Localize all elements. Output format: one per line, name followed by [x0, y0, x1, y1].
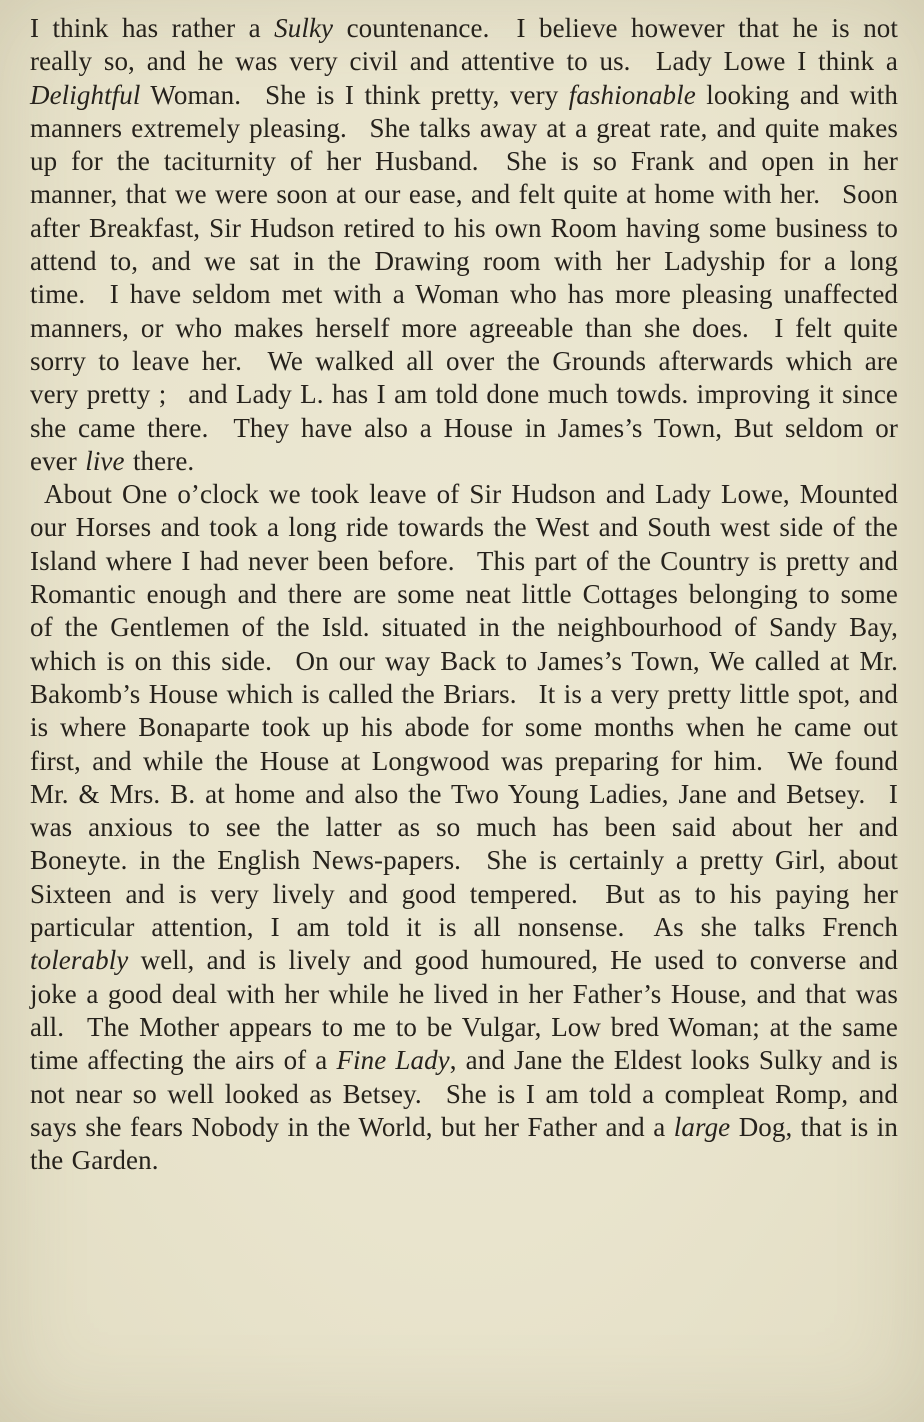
body-text: Woman. She is I think pretty, very — [140, 79, 569, 110]
body-text: looking and with manners extremely pleasing. She talks away at a great rate, and quite makes up for the taciturnity of her Husband. She is so Frank and open in her manner, that we were soon at our ease, and felt quite at home with her. Soon after Breakfast, Sir Hudson retired to his own Room having some business to attend to, and we sat in the Drawing room with her Ladyship for a long time. I have seldom met with a Woman who has more pleasing unaffected manners, or who makes herself more agreeable than she does. I felt quite sorry to leave her. We walked all over the Grounds afterwards which are very pretty ; and Lady L. has I am told done much towds. improving it since she came there. They have also a House in James’s Town, But seldom or ever — [30, 79, 898, 476]
paragraph-1 — [30, 12, 898, 478]
body-text: , and Jane the Eldest looks Sulky and is not near so well looked as Betsey. She is I am told a compleat Romp, and says she fears Nobody in the World, but her Father and a — [30, 1045, 898, 1142]
italic-text: Delightful — [30, 79, 141, 110]
body-text: countenance. I believe however that he is not really so, and he was very civil and attentive to us. Lady Lowe I think a — [30, 13, 898, 77]
italic-text: live — [85, 445, 125, 476]
body-text: I think has rather a — [30, 13, 275, 43]
body-text: there. — [124, 445, 195, 476]
body-text: About One o’clock we took leave of Sir Hudson and Lady Lowe, Mounted our Horses and took a long ride towards the West and South west side of the Island where I had never been before. This part of the Country is pretty and Romantic enough and there are some neat little Cottages belonging to some of the Gentlemen of the Isld. situated in the neighbourhood of Sandy Bay, which is on this side. On our way Back to James’s Town, We called at Mr. Bakomb’s House which is called the Briars. It is a very pretty little spot, and is where Bonaparte took up his abode for some months when he came out first, and while the House at Longwood was preparing for him. We found Mr. & Mrs. B. at home and also the Two Young Ladies, Jane and Betsey. I was anxious to see the latter as so much has been said about her and Boneyte. in the English News-papers. She is certainly a pretty Girl, about Sixteen and is very lively and good tempered. But as to his paying her particular attention, I am told it is all nonsense. As she talks French — [30, 479, 898, 943]
italic-text: Sulky — [274, 13, 334, 43]
italic-text: fashionable — [568, 79, 696, 110]
italic-text: large — [673, 1111, 731, 1142]
italic-text: Fine Lady — [336, 1045, 450, 1076]
body-text: well, and is lively and good humoured, He used to converse and joke a good deal with her while he lived in her Father’s House, and that was all. The Mother appears to me to be Vulgar, Low bred Woman; at the same time affecting the airs of a — [30, 945, 898, 1076]
paragraph-2 — [30, 478, 898, 1177]
italic-text: tolerably — [30, 945, 129, 976]
body-text: Dog, that is in the Garden. — [30, 1111, 898, 1176]
